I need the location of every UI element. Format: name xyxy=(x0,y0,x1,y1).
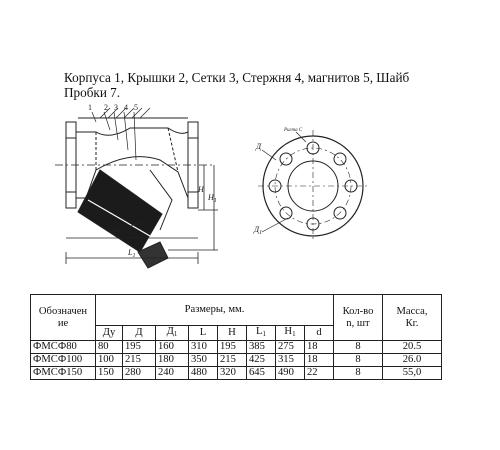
part-label-1: 1 xyxy=(88,103,92,112)
cell-mass: 26.0 xyxy=(383,354,442,367)
bolt-hole xyxy=(280,153,292,165)
part-label-6: 6 xyxy=(112,227,116,236)
part-label-3: 3 xyxy=(114,103,118,112)
dim-L-label: L xyxy=(128,227,133,236)
table-row xyxy=(31,354,442,367)
header-designation: Обозначен ие xyxy=(31,295,96,341)
flange-D-label: Д xyxy=(256,142,262,151)
cell-value: 195 xyxy=(218,341,247,354)
dimensions-table xyxy=(30,294,442,380)
subheader-d: Д xyxy=(123,326,156,341)
cell-value: 150 xyxy=(96,367,123,380)
dimensions-table-wrap xyxy=(30,294,442,380)
cell-value: 490 xyxy=(276,367,305,380)
dim-H1-label: $H_1$ xyxy=(208,193,217,204)
cell-value: 645 xyxy=(247,367,276,380)
cell-quantity: 8 xyxy=(334,354,383,367)
cell-value: 275 xyxy=(276,341,305,354)
cell-value: 18 xyxy=(305,354,334,367)
cell-designation: ФМСФ150 xyxy=(31,367,96,380)
part-label-5: 5 xyxy=(134,103,138,112)
cell-value: 80 xyxy=(96,341,123,354)
cell-designation: ФМСФ80 xyxy=(31,341,96,354)
cell-value: 215 xyxy=(123,354,156,367)
cell-value: 100 xyxy=(96,354,123,367)
cell-mass: 20.5 xyxy=(383,341,442,354)
bolt-hole xyxy=(334,153,346,165)
cell-value: 425 xyxy=(247,354,276,367)
cell-value: 215 xyxy=(218,354,247,367)
cell-value: 240 xyxy=(156,367,189,380)
caption-line-2: Пробки 7. xyxy=(64,85,121,100)
cell-value: 315 xyxy=(276,354,305,367)
subheader-du: Ду xyxy=(96,326,123,341)
cell-value: 350 xyxy=(189,354,218,367)
cell-value: 180 xyxy=(156,354,189,367)
caption-line-1: Корпуса 1, Крышки 2, Сетки 3, Стержня 4, магнитов 5, Шайб xyxy=(64,70,410,85)
subheader-d1: $Д_1$ xyxy=(156,326,189,341)
cell-value: 160 xyxy=(156,341,189,354)
cell-value: 320 xyxy=(218,367,247,380)
cell-value: 195 xyxy=(123,341,156,354)
part-label-2: 2 xyxy=(104,103,108,112)
subheader-l: L xyxy=(189,326,218,341)
subheader-h1: $H_1$ xyxy=(276,326,305,341)
header-dimensions: Размеры, мм. xyxy=(96,295,334,326)
cell-value: 280 xyxy=(123,367,156,380)
dim-H-label: H xyxy=(198,185,204,194)
part-label-4: 4 xyxy=(124,103,128,112)
strainer-leg xyxy=(78,170,162,252)
cell-quantity: 8 xyxy=(334,341,383,354)
cell-value: 480 xyxy=(189,367,218,380)
cell-mass: 55,0 xyxy=(383,367,442,380)
subheader-bolt-d: d xyxy=(305,326,334,341)
header-quantity: Кол-во n, шт xyxy=(334,295,383,341)
flange-D1-label: $Д_1$ xyxy=(254,225,263,236)
cell-value: 385 xyxy=(247,341,276,354)
header-mass: Масса, Кг. xyxy=(383,295,442,341)
table-row xyxy=(31,341,442,354)
cell-value: 18 xyxy=(305,341,334,354)
subheader-h: H xyxy=(218,326,247,341)
flange-note: Ригта С xyxy=(284,128,303,133)
cell-value: 310 xyxy=(189,341,218,354)
cell-value: 22 xyxy=(305,367,334,380)
table-row xyxy=(31,367,442,380)
dim-L1-label: $L_1$ xyxy=(128,248,136,259)
cell-quantity: 8 xyxy=(334,367,383,380)
cell-designation: ФМСФ100 xyxy=(31,354,96,367)
subheader-l1: $L_1$ xyxy=(247,326,276,341)
